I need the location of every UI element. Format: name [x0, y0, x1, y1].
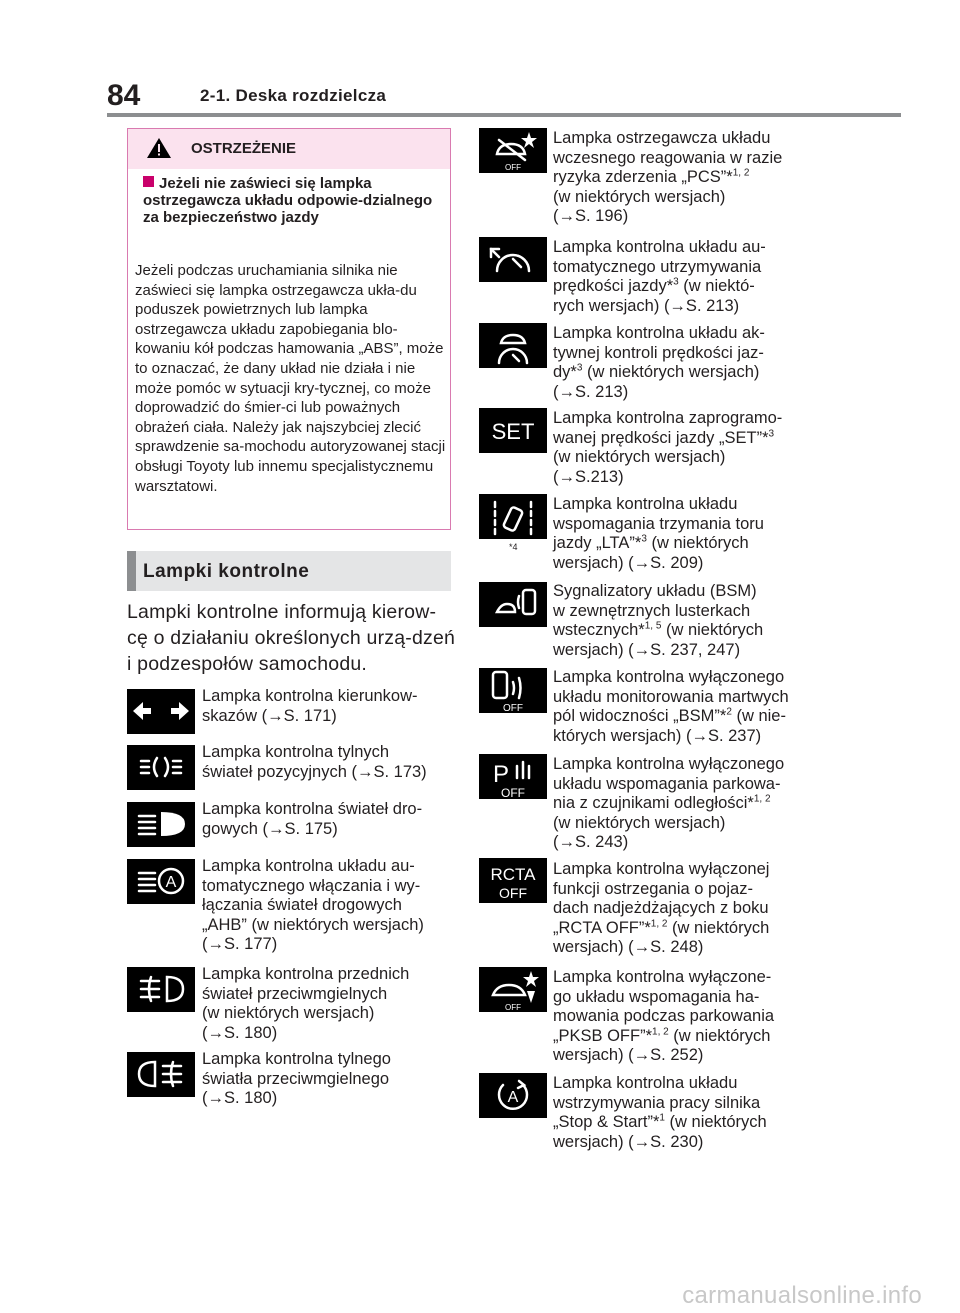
turn-signal-icon: [127, 689, 195, 734]
svg-text:P: P: [492, 761, 510, 788]
dynamic-cruise-icon: [479, 323, 547, 368]
heading-bar: [127, 551, 136, 591]
warning-header: [128, 129, 450, 169]
lampki-heading: Lampki kontrolne: [143, 561, 310, 582]
cruise-control-icon: [479, 237, 547, 282]
svg-text:A: A: [507, 1089, 519, 1106]
indicator-description: Lampka kontrolna układu wspomagania trzymania toru jazdy „LTA”*$^3$ (w niektórych wersjach) (→S. 209): [553, 495, 764, 572]
indicator-description: Lampka kontrolna układu au- tomatycznego utrzymywania prędkości jazdy*$^3$ (w niektó- rych wersjach) (→S. 213): [553, 238, 766, 315]
high-beam-icon: [127, 802, 195, 847]
section-title: 2-1. Deska rozdzielcza: [200, 86, 387, 105]
warning-title: OSTRZEŻENIE: [191, 140, 297, 157]
indicator-description: Lampka kontrolna przednich świateł przeciwmgielnych (w niektórych wersjach) (→S. 180): [202, 965, 410, 1042]
indicator-description: Lampka kontrolna wyłączonego układu monitorowania martwych pól widoczności „BSM”*$^2$ (w nie- których wersjach) (→S. 237): [553, 668, 789, 745]
indicator-description: Lampka kontrolna wyłączonego układu wspomagania parkowa- nia z czujnikami odległości*$^{1, 2}$ (w niektórych wersjach) (→S. 243): [553, 755, 785, 851]
stop-start-icon: [479, 1073, 547, 1118]
indicator-description: Sygnalizatory układu (BSM) w zewnętrznych lusterkach wstecznych*$^{1, 5}$ (w niektórych wersjach) (→S. 237, 247): [553, 582, 764, 659]
header-rule: [107, 113, 901, 117]
pcs-off-icon: [479, 128, 547, 173]
svg-text:OFF: OFF: [501, 786, 525, 799]
svg-text:RCTA: RCTA: [490, 865, 536, 884]
svg-text:OFF: OFF: [499, 885, 527, 901]
indicator-description: Lampka kontrolna wyłączone- go układu wspomagania ha- mowania podczas parkowania „PKSB OFF”*$^{1, 2}$ (w niektórych wersjach) (→S. 252): [553, 968, 775, 1064]
indicator-description: Lampka kontrolna układu wstrzymywania pracy silnika „Stop & Start”*$^1$ (w niektórych wersjach) (→S. 230): [553, 1074, 767, 1151]
bullet-square-icon: [143, 176, 154, 187]
indicator-description: Lampka kontrolna tylnych świateł pozycyjnych (→S. 173): [202, 743, 427, 781]
tail-light-icon: [127, 745, 195, 790]
parking-sensor-off-icon: [479, 754, 547, 799]
rear-fog-icon: [127, 1052, 195, 1097]
footnote-mark: *4: [509, 542, 518, 552]
svg-text:SET: SET: [491, 419, 535, 444]
indicator-description: Lampka kontrolna wyłączonej funkcji ostrzegania o pojaz- dach nadjeżdżających z boku „RCTA OFF”*$^{1, 2}$ (w niektórych wersjach) (→S. 248): [553, 860, 770, 956]
lampki-heading-box: [127, 551, 451, 591]
svg-text:OFF: OFF: [503, 703, 523, 713]
indicator-description: Lampka ostrzegawcza układu wczesnego reagowania w razie ryzyka zderzenia „PCS”*$^{1, 2}$ (w niektórych wersjach) (→S. 196): [553, 129, 783, 225]
page-number: 84: [107, 79, 141, 112]
pksb-off-icon: [479, 967, 547, 1012]
bsm-icon: [479, 582, 547, 627]
indicator-description: Lampka kontrolna świateł dro- gowych (→S. 175): [202, 800, 423, 838]
lampki-intro: Lampki kontrolne informują kierow-cę o działaniu określonych urzą-dzeń i podzespołów samochodu.: [127, 601, 456, 675]
svg-text:OFF: OFF: [505, 1003, 521, 1012]
indicator-description: Lampka kontrolna kierunkow- skazów (→S. 171): [202, 687, 418, 725]
set-icon: [479, 408, 547, 453]
svg-text:A: A: [165, 874, 177, 891]
warning-subtitle: Jeżeli nie zaświeci się lampka ostrzegawcza układu odpowie-dzialnego za bezpieczeństwo jazdy: [143, 175, 433, 226]
warning-box: [127, 128, 451, 530]
indicator-description: Lampka kontrolna zaprogramo- wanej prędkości jazdy „SET”*$^3$ (w niektórych wersjach) (→S.213): [553, 409, 783, 486]
indicator-description: Lampka kontrolna układu ak- tywnej kontroli prędkości jaz- dy*$^3$ (w niektórych wersjach) (→S. 213): [553, 324, 765, 401]
auto-high-beam-icon: [127, 859, 195, 904]
svg-text:OFF: OFF: [505, 163, 521, 172]
indicator-description: Lampka kontrolna tylnego światła przeciwmgielnego (→S. 180): [202, 1050, 391, 1107]
rcta-off-icon: [479, 858, 547, 903]
warning-triangle-icon: [146, 137, 172, 164]
watermark: carmanualsonline.info: [682, 1282, 922, 1309]
lta-icon: [479, 494, 547, 539]
bsm-off-icon: [479, 668, 547, 713]
warning-body: Jeżeli podczas uruchamiania silnika nie zaświeci się lampka ostrzegawcza ukła-du poduszek powietrznych lub lampka ostrzegawcza układu zapobiegania blo-kowaniu kół podczas hamowania „ABS”, może to oznaczać, że dany układ nie działa i nie może pomóc w sytuacji kry-tycznej, co może doprowadzić do śmier-ci lub poważnych obrażeń ciała. Należy jak najszybciej zlecić sprawdzenie sa-mochodu autoryzowanej stacji obsługi Toyoty lub innemu specjalistycznemu warsztatowi.: [135, 262, 446, 495]
front-fog-icon: [127, 967, 195, 1012]
indicator-description: Lampka kontrolna układu au- tomatycznego włączania i wy- łączania świateł drogowych „AHB” (w niektórych wersjach) (→S. 177): [202, 857, 424, 953]
